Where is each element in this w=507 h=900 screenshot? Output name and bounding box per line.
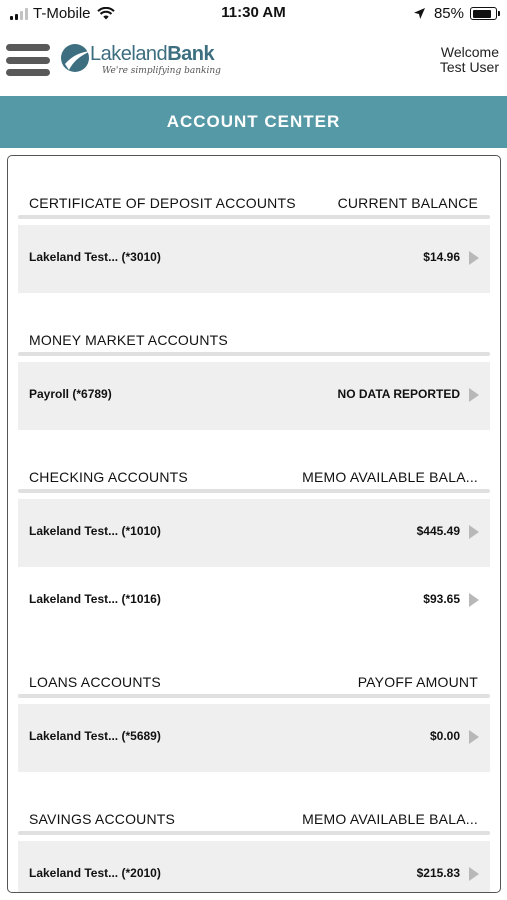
account-row[interactable] <box>18 567 490 635</box>
logo-tagline: We're simplifying banking <box>102 66 221 76</box>
account-name: Lakeland Test... (*1016) <box>29 592 161 606</box>
account-balance: $14.96 <box>423 250 460 264</box>
chevron-right-icon <box>468 250 480 266</box>
chevron-right-icon <box>468 866 480 882</box>
carrier-label: T-Mobile <box>33 5 91 22</box>
account-list <box>8 156 500 893</box>
chevron-right-icon <box>468 524 480 540</box>
account-balance: NO DATA REPORTED <box>337 387 460 401</box>
page-title-bar <box>0 96 507 148</box>
battery-percent: 85% <box>433 5 464 22</box>
account-balance: $445.49 <box>416 524 460 538</box>
accounts-panel <box>7 155 501 893</box>
account-row[interactable] <box>18 362 490 430</box>
status-right <box>413 5 497 22</box>
account-row[interactable] <box>18 841 490 893</box>
account-balance: $215.83 <box>416 866 460 880</box>
account-balance: $93.65 <box>423 592 460 606</box>
clock: 11:30 AM <box>221 4 286 21</box>
page-title: ACCOUNT CENTER <box>166 112 341 131</box>
chevron-right-icon <box>468 592 480 608</box>
account-name: Lakeland Test... (*3010) <box>29 250 161 264</box>
account-name: Lakeland Test... (*2010) <box>29 866 161 880</box>
logo-name: LakelandBank <box>90 43 215 65</box>
section-header-checking: CHECKING ACCOUNTS MEMO AVAILABLE BALA... <box>8 430 500 499</box>
account-row[interactable] <box>18 225 490 293</box>
account-name: Lakeland Test... (*5689) <box>29 729 161 743</box>
app-header <box>0 30 507 96</box>
battery-level <box>473 10 492 18</box>
chevron-right-icon <box>468 387 480 403</box>
menu-icon[interactable] <box>6 44 50 76</box>
welcome-text: Welcome Test User <box>439 44 499 75</box>
section-header-loans: LOANS ACCOUNTS PAYOFF AMOUNT <box>8 635 500 704</box>
account-name: Payroll (*6789) <box>29 387 112 401</box>
status-bar <box>0 0 507 30</box>
section-header-money-market: MONEY MARKET ACCOUNTS <box>8 293 500 362</box>
account-row[interactable] <box>18 499 490 567</box>
bank-logo <box>60 42 230 82</box>
account-balance: $0.00 <box>429 729 460 743</box>
logo-mark-icon <box>60 42 94 76</box>
section-header-savings: SAVINGS ACCOUNTS MEMO AVAILABLE BALA... <box>8 772 500 841</box>
account-row[interactable] <box>18 704 490 772</box>
battery-icon <box>470 7 497 20</box>
section-header-cd: CERTIFICATE OF DEPOSIT ACCOUNTS CURRENT BALANCE <box>8 156 500 225</box>
chevron-right-icon <box>468 729 480 745</box>
account-name: Lakeland Test... (*1010) <box>29 524 161 538</box>
location-arrow-icon <box>413 7 426 20</box>
